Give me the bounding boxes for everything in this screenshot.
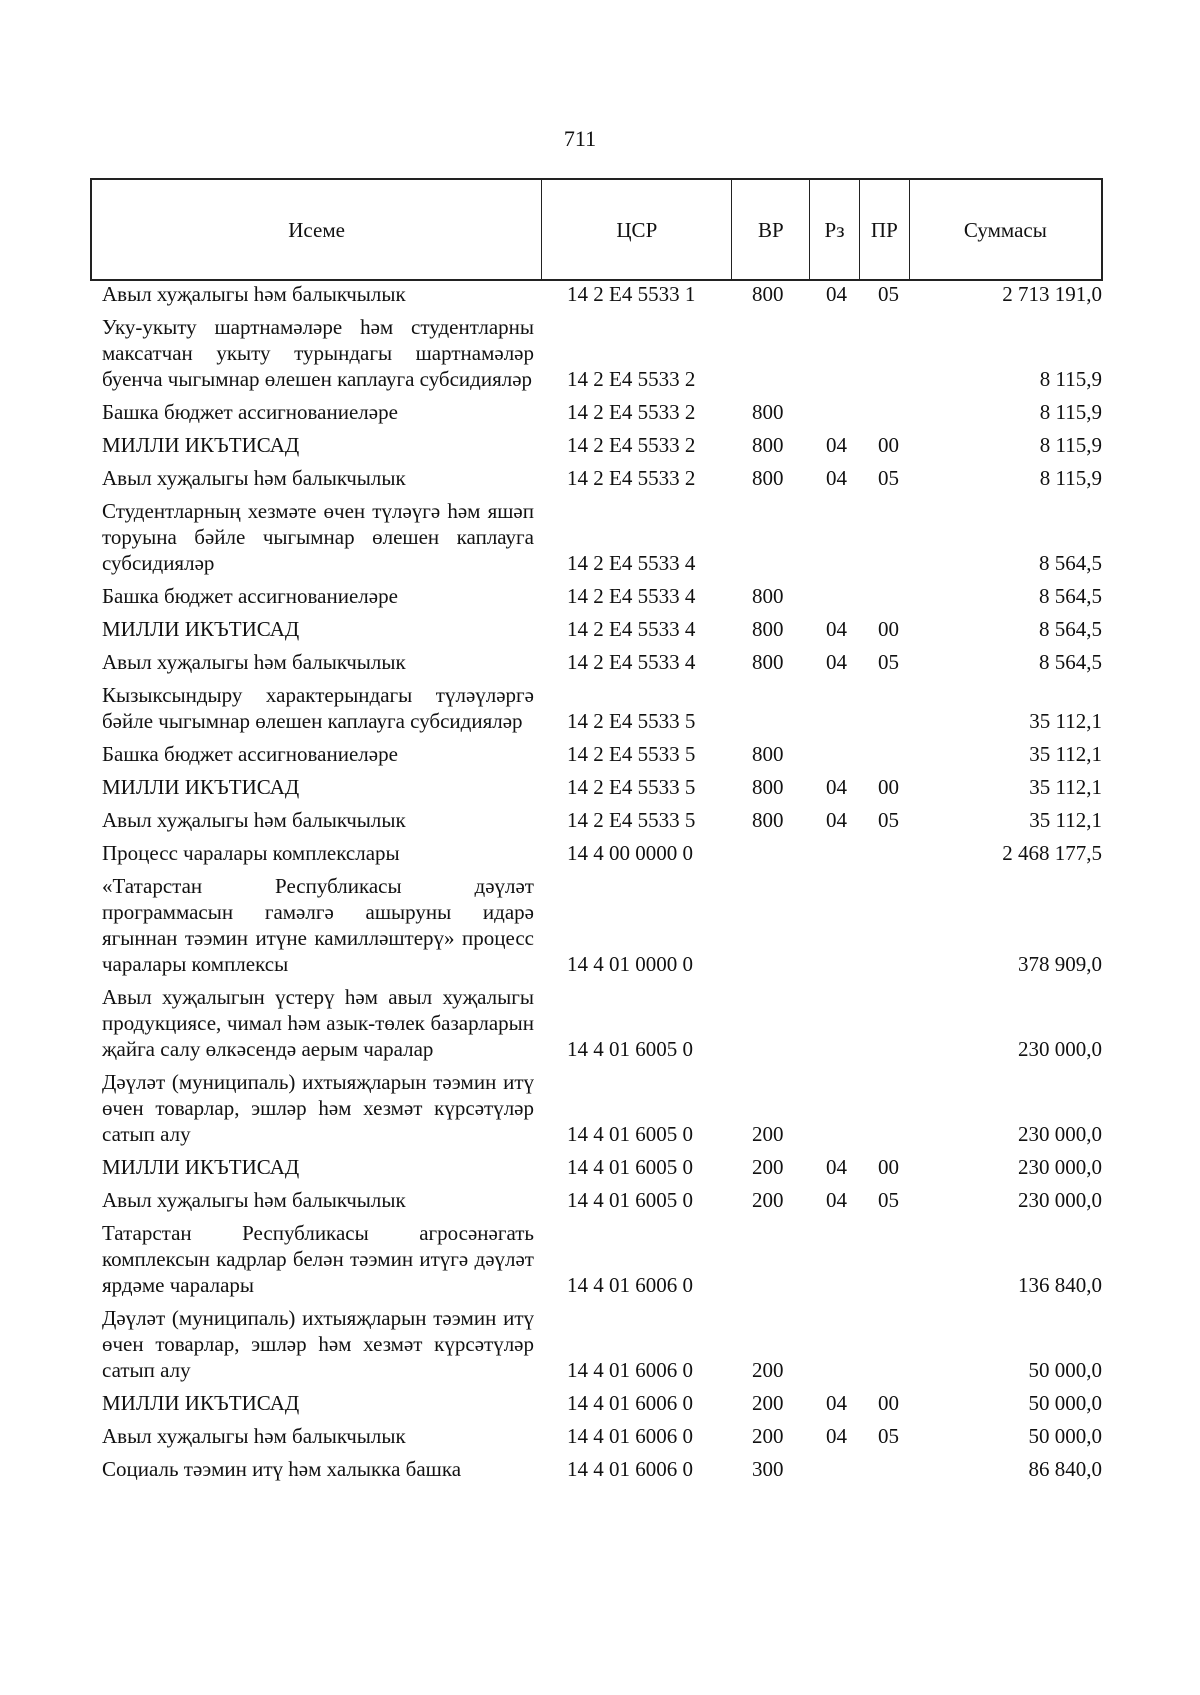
table-row xyxy=(102,1456,1102,1482)
row-rz: 04 xyxy=(826,775,847,799)
row-pr: 05 xyxy=(878,650,899,674)
row-vr: 800 xyxy=(752,584,784,608)
header-sum: Суммасы xyxy=(963,217,1047,242)
row-name: Авыл хуҗалыгы һәм балыкчылык xyxy=(102,1188,406,1212)
row-pr: 05 xyxy=(878,1188,899,1212)
row-name: МИЛЛИ ИКЪТИСАД xyxy=(102,617,300,641)
row-csr: 14 2 E4 5533 4 xyxy=(567,551,696,575)
table-row xyxy=(102,649,1102,675)
row-name: Дәүләт (муниципаль) ихтыяҗларын тәэмин итү өчен товарлар, эшләр һәм хезмәт күрсәтүләр сатып алу xyxy=(102,1070,534,1146)
row-sum: 8 564,5 xyxy=(1039,650,1102,674)
row-name: МИЛЛИ ИКЪТИСАД xyxy=(102,1391,300,1415)
row-sum: 35 112,1 xyxy=(1029,808,1102,832)
header-pr: ПР xyxy=(860,180,910,279)
row-name: Авыл хуҗалыгы һәм балыкчылык xyxy=(102,282,406,306)
row-pr: 05 xyxy=(878,808,899,832)
page-number: 711 xyxy=(563,126,597,151)
row-vr: 800 xyxy=(752,650,784,674)
row-pr: 05 xyxy=(878,282,899,306)
table-row xyxy=(102,465,1102,491)
table-row xyxy=(102,616,1102,642)
row-rz: 04 xyxy=(826,433,847,457)
row-csr: 14 4 01 6005 0 xyxy=(567,1037,693,1061)
row-vr: 800 xyxy=(752,775,784,799)
row-csr: 14 2 E4 5533 2 xyxy=(567,400,696,424)
row-sum: 8 115,9 xyxy=(1039,400,1102,424)
row-vr: 200 xyxy=(752,1122,784,1146)
row-vr: 800 xyxy=(752,282,784,306)
row-vr: 800 xyxy=(752,466,784,490)
row-csr: 14 4 01 6005 0 xyxy=(567,1155,693,1179)
row-sum: 2 713 191,0 xyxy=(1002,282,1102,306)
row-vr: 800 xyxy=(752,742,784,766)
row-csr: 14 4 01 6006 0 xyxy=(567,1391,693,1415)
row-name: Авыл хуҗалыгы һәм балыкчылык xyxy=(102,650,406,674)
row-sum: 378 909,0 xyxy=(1018,952,1102,976)
row-csr: 14 4 01 0000 0 xyxy=(567,952,693,976)
row-rz: 04 xyxy=(826,1424,847,1448)
table-row xyxy=(102,873,1102,977)
row-sum: 230 000,0 xyxy=(1018,1037,1102,1061)
row-csr: 14 4 01 6006 0 xyxy=(567,1457,693,1481)
row-sum: 86 840,0 xyxy=(1028,1457,1102,1481)
row-rz: 04 xyxy=(826,808,847,832)
row-pr: 00 xyxy=(878,1155,899,1179)
row-sum: 230 000,0 xyxy=(1018,1188,1102,1212)
row-vr: 800 xyxy=(752,433,784,457)
row-csr: 14 2 E4 5533 2 xyxy=(567,367,696,391)
row-csr: 14 2 E4 5533 1 xyxy=(567,282,696,306)
row-csr: 14 2 E4 5533 5 xyxy=(567,709,696,733)
table-row xyxy=(102,682,1102,734)
row-name: Студентларның хезмәте өчен түләүгә һәм яшәп торуына бәйле чыгымнар өлешен каплауга субсидияләр xyxy=(102,499,534,575)
row-pr: 05 xyxy=(878,1424,899,1448)
table-header xyxy=(90,178,1103,281)
row-vr: 300 xyxy=(752,1457,784,1481)
row-csr: 14 4 01 6006 0 xyxy=(567,1358,693,1382)
row-vr: 800 xyxy=(752,617,784,641)
row-vr: 200 xyxy=(752,1358,784,1382)
row-name: Башка бюджет ассигнованиеләре xyxy=(102,742,398,766)
row-vr: 200 xyxy=(752,1188,784,1212)
row-sum: 8 564,5 xyxy=(1039,551,1102,575)
row-name: Дәүләт (муниципаль) ихтыяҗларын тәэмин итү өчен товарлар, эшләр һәм хезмәт күрсәтүләр сатып алу xyxy=(102,1306,534,1382)
row-pr: 00 xyxy=(878,775,899,799)
table-row xyxy=(102,1154,1102,1180)
table-row xyxy=(102,399,1102,425)
row-sum: 35 112,1 xyxy=(1029,742,1102,766)
row-sum: 50 000,0 xyxy=(1028,1391,1102,1415)
row-vr: 800 xyxy=(752,808,784,832)
row-sum: 35 112,1 xyxy=(1029,709,1102,733)
row-csr: 14 2 E4 5533 4 xyxy=(567,650,696,674)
row-csr: 14 2 E4 5533 5 xyxy=(567,775,696,799)
table-row xyxy=(102,1423,1102,1449)
header-rz: Рз xyxy=(810,180,860,279)
row-name: МИЛЛИ ИКЪТИСАД xyxy=(102,433,300,457)
row-sum: 8 115,9 xyxy=(1039,433,1102,457)
header-name: Исеме xyxy=(92,180,542,279)
row-csr: 14 2 E4 5533 5 xyxy=(567,808,696,832)
row-name: Уку-укыту шартнамәләре һәм студентларны максатчан укыту турындагы шартнамәләр буенча чыгымнар өлешен каплауга субсидияләр xyxy=(102,315,534,391)
row-rz: 04 xyxy=(826,1155,847,1179)
row-pr: 00 xyxy=(878,1391,899,1415)
table-row xyxy=(102,774,1102,800)
row-sum: 136 840,0 xyxy=(1018,1273,1102,1297)
row-csr: 14 2 E4 5533 2 xyxy=(567,466,696,490)
row-csr: 14 4 01 6005 0 xyxy=(567,1188,693,1212)
row-rz: 04 xyxy=(826,617,847,641)
row-csr: 14 4 00 0000 0 xyxy=(567,841,693,865)
table-row xyxy=(102,1187,1102,1213)
row-rz: 04 xyxy=(826,650,847,674)
row-sum: 230 000,0 xyxy=(1018,1155,1102,1179)
row-csr: 14 4 01 6006 0 xyxy=(567,1424,693,1448)
row-name: Авыл хуҗалыгы һәм балыкчылык xyxy=(102,808,406,832)
row-pr: 00 xyxy=(878,617,899,641)
table-row xyxy=(102,1220,1102,1298)
table-row xyxy=(102,984,1102,1062)
row-csr: 14 4 01 6005 0 xyxy=(567,1122,693,1146)
row-vr: 200 xyxy=(752,1391,784,1415)
row-sum: 8 564,5 xyxy=(1039,584,1102,608)
row-vr: 200 xyxy=(752,1155,784,1179)
table-row xyxy=(102,1069,1102,1147)
row-sum: 2 468 177,5 xyxy=(1002,841,1102,865)
row-name: «Татарстан Республикасы дәүләт программасын гамәлгә ашыруны идарә ягыннан тәэмин итүне камилләштерү» процесс чаралары комплексы xyxy=(102,874,534,976)
row-vr: 200 xyxy=(752,1424,784,1448)
row-csr: 14 2 E4 5533 5 xyxy=(567,742,696,766)
row-vr: 800 xyxy=(752,400,784,424)
row-sum: 50 000,0 xyxy=(1028,1424,1102,1448)
row-name: Авыл хуҗалыгы һәм балыкчылык xyxy=(102,466,406,490)
row-csr: 14 2 E4 5533 4 xyxy=(567,584,696,608)
row-name: Башка бюджет ассигнованиеләре xyxy=(102,400,398,424)
header-vr: ВР xyxy=(732,180,810,279)
row-sum: 8 115,9 xyxy=(1039,466,1102,490)
row-sum: 230 000,0 xyxy=(1018,1122,1102,1146)
table-row xyxy=(102,498,1102,576)
row-name: Авыл хуҗалыгын үстерү һәм авыл хуҗалыгы продукциясе, чимал һәм азык-төлек базарларын җайга салу өлкәсендә аерым чаралар xyxy=(102,985,534,1061)
table-row xyxy=(102,314,1102,392)
row-name: Процесс чаралары комплекслары xyxy=(102,841,400,865)
row-rz: 04 xyxy=(826,1391,847,1415)
row-name: МИЛЛИ ИКЪТИСАД xyxy=(102,775,300,799)
table-row xyxy=(102,281,1102,307)
row-pr: 00 xyxy=(878,433,899,457)
table-row xyxy=(102,1390,1102,1416)
table-row xyxy=(102,840,1102,866)
row-sum: 35 112,1 xyxy=(1029,775,1102,799)
row-csr: 14 4 01 6006 0 xyxy=(567,1273,693,1297)
row-sum: 8 564,5 xyxy=(1039,617,1102,641)
row-pr: 05 xyxy=(878,466,899,490)
row-name: Башка бюджет ассигнованиеләре xyxy=(102,584,398,608)
row-rz: 04 xyxy=(826,466,847,490)
row-name: Кызыксындыру характерындагы түләүләргә бәйле чыгымнар өлешен каплауга субсидияләр xyxy=(102,683,534,733)
table-row xyxy=(102,432,1102,458)
table-row xyxy=(102,1305,1102,1383)
row-name: Татарстан Республикасы агросәнәгать комплексын кадрлар белән тәэмин итүгә дәүләт ярдәме чаралары xyxy=(102,1221,534,1297)
table-row xyxy=(102,741,1102,767)
row-name: Авыл хуҗалыгы һәм балыкчылык xyxy=(102,1424,406,1448)
row-name: МИЛЛИ ИКЪТИСАД xyxy=(102,1155,300,1179)
row-rz: 04 xyxy=(826,1188,847,1212)
row-name: Социаль тәэмин итү һәм халыкка башка xyxy=(102,1457,462,1481)
row-csr: 14 2 E4 5533 2 xyxy=(567,433,696,457)
header-csr: ЦСР xyxy=(542,180,732,279)
row-sum: 50 000,0 xyxy=(1028,1358,1102,1382)
table-row xyxy=(102,583,1102,609)
table-body xyxy=(102,281,1102,1482)
table-row xyxy=(102,807,1102,833)
row-rz: 04 xyxy=(826,282,847,306)
row-sum: 8 115,9 xyxy=(1039,367,1102,391)
row-csr: 14 2 E4 5533 4 xyxy=(567,617,696,641)
